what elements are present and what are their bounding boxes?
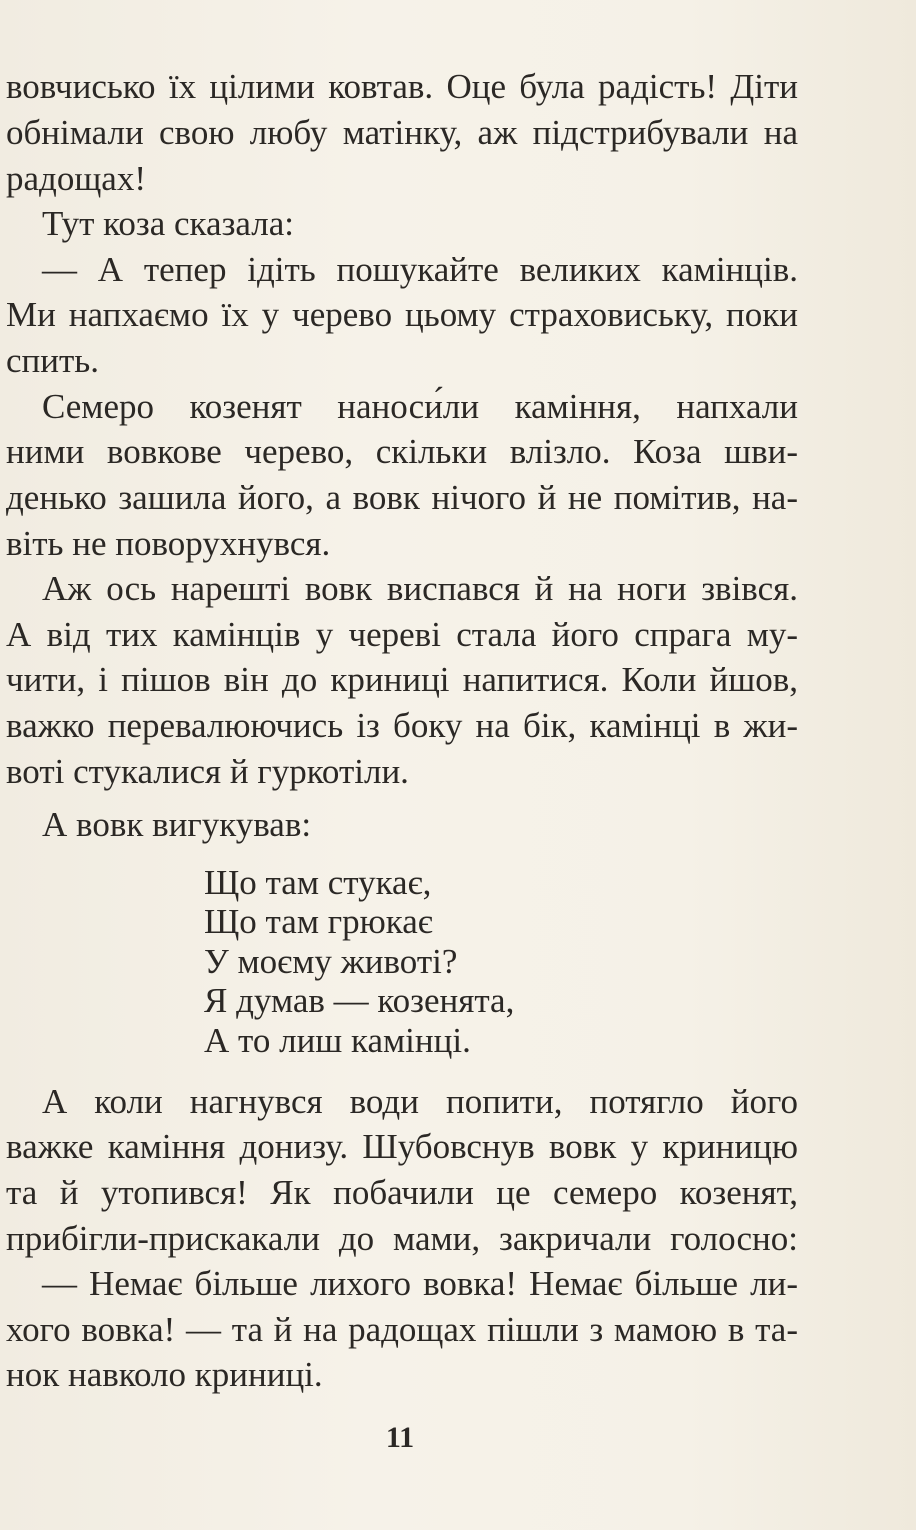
text-line: нок навколо криниці.	[6, 1355, 323, 1394]
text-line: — А тепер ідіть пошукайте великих камінців.	[42, 250, 798, 289]
text-line: чити, і пішов він до криниці напитися. Коли йшов,	[6, 660, 798, 699]
text-line: воті стукалися й гуркотіли.	[6, 752, 409, 791]
poem-line: Що там стукає,	[204, 863, 432, 902]
text-line: важке каміння донизу. Шубовснув вовк у криницю	[6, 1127, 798, 1166]
poem-line: У моєму животі?	[204, 942, 458, 981]
text-line: обнімали свою любу матінку, аж підстрибували на	[6, 113, 798, 152]
text-line: прибігли-прискакали до мами, закричали голосно:	[6, 1219, 798, 1258]
text-line: — Немає більше лихого вовка! Немає більше ли-	[42, 1264, 798, 1303]
text-line: Ми напхаємо їх у черево цьому страховиську, поки	[6, 295, 798, 334]
text-line: А вовк вигукував:	[42, 805, 312, 844]
text-line: денько зашила його, а вовк нічого й не помітив, на-	[6, 478, 798, 517]
text-line: Аж ось нарешті вовк виспався й на ноги звівся.	[42, 569, 798, 608]
text-line: хого вовка! — та й на радощах пішли з мамою в та-	[6, 1310, 798, 1349]
text-line: важко перевалюючись із боку на бік, камінці в жи-	[6, 706, 798, 745]
text-line: спить.	[6, 341, 100, 380]
poem-line: Що там грюкає	[204, 902, 433, 941]
page-number: 11	[385, 1421, 415, 1454]
text-line: та й утопився! Як побачили це семеро козенят,	[6, 1173, 798, 1212]
poem-line: Я думав — козенята,	[204, 981, 515, 1020]
text-line: вовчисько їх цілими ковтав. Оце була радість! Діти	[6, 67, 798, 106]
text-line: А від тих камінців у череві стала його спрага му-	[6, 615, 798, 654]
poem-line: А то лиш камінці.	[204, 1021, 471, 1060]
text-line: віть не поворухнувся.	[6, 524, 331, 563]
text-line: А коли нагнувся води попити, потягло його	[42, 1082, 798, 1121]
text-line: Тут коза сказала:	[42, 204, 294, 243]
text-line: Семеро козенят наноси́ли каміння, напхали	[42, 387, 798, 426]
text-line: радощах!	[6, 159, 146, 198]
text-line: ними вовкове черево, скільки влізло. Коза шви-	[6, 432, 798, 471]
